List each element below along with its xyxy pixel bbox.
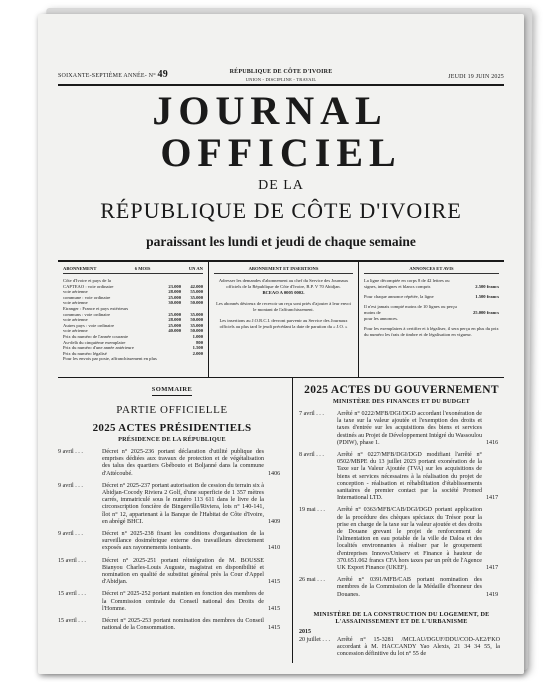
- row-value-1an: 42.000: [190, 283, 203, 289]
- header-rule: [58, 84, 504, 86]
- entry-text: Arrêté n° 0227/MFB/DGI/DGD modifiant l'arrêté n° 0502/MBPE du 13 juillet 2023 portant exonération de la Taxe sur la Valeur Ajoutée (TVA) sur les acquisitions de biens et services nécessaires à la réalisation du projet de conception - réalisation et réhabilitation d'établissements sanitaires de premier contact par la société Promed International LTD.: [337, 452, 482, 502]
- row-value-6mois: 28.000: [168, 289, 181, 295]
- entry-date: 8 avril . . .: [299, 452, 324, 459]
- row-value-6mois: 40.000: [168, 328, 181, 334]
- list-item: [58, 449, 286, 478]
- masthead-word2: OFFICIEL: [160, 130, 402, 175]
- presidential-entries: [58, 449, 286, 632]
- row-value-1an: 1.000: [192, 333, 203, 339]
- insertions-p1: [214, 278, 353, 296]
- masthead-word1: JOURNAL: [152, 88, 388, 133]
- left-column: [58, 378, 293, 663]
- entry-text: Décret n° 2025-253 portant nomination des membres du Conseil national de la Consommation.: [102, 618, 264, 632]
- list-item: [58, 531, 286, 553]
- presidential-acts-title: 2025 ACTES PRÉSIDENTIELS: [92, 422, 252, 434]
- masthead-de-la: DE LA: [258, 178, 304, 193]
- insertions-p3: Les insertions au J.O.R.C.I. devront parvenir au Service des Journaux officiels au plus tard le jeudi précédant la date de parution du « J.O. »: [219, 318, 348, 329]
- issue-info: [58, 69, 208, 82]
- row-label: voie aérienne: [63, 300, 88, 306]
- row-value-1an: 50.000: [190, 317, 203, 323]
- row-label: Etranger : France et pays extérieurs: [63, 305, 129, 311]
- entry-date: 15 avril . . .: [58, 618, 86, 625]
- entry-text: Décret n° 2025-236 portant déclaration d'utilité publique des emprises dédiées aux travaux de protection et de végétalisation des talus des quartiers Gbébouto et Boljanné dans la commune d'Attécoubé.: [102, 449, 264, 477]
- list-item: [58, 618, 286, 632]
- right-column: [293, 378, 504, 663]
- sommaire-rule: [152, 395, 192, 396]
- col-6mois: 6 MOIS: [134, 266, 151, 271]
- bceao-ref: BCEAO A 0005 0002.: [262, 290, 305, 295]
- row-label: voie aérienne: [63, 289, 88, 295]
- annonces-p3b: pour les annonces.: [364, 316, 399, 321]
- row-value-6mois: 28.000: [168, 317, 181, 323]
- entry-date: 7 avril . . .: [299, 411, 324, 417]
- entry-page: 1406: [268, 470, 281, 477]
- republic-name: RÉPUBLIQUE DE CÔTE D'IVOIRE: [229, 69, 333, 75]
- entry-page: 1409: [268, 518, 281, 525]
- list-item: [299, 411, 504, 447]
- sommaire-title: SOMMAIRE: [151, 386, 193, 393]
- row-value-1an: 50.000: [190, 328, 203, 334]
- row-value-1an: 800: [196, 339, 203, 345]
- table-row: [63, 356, 203, 362]
- issue-number: 49: [157, 69, 168, 80]
- ministry-finances-title: MINISTÈRE DES FINANCES ET DU BUDGET: [332, 398, 471, 405]
- entry-text: Arrêté n° 0222/MFB/DGI/DGD accordant l'exonération de la taxe sur la valeur ajoutée et l'exemption des droits et taxes d'entrée sur les acquisitions des biens et services destinés au Projet de Développement Intégré du Wassoulou (PDIW), phase 1.: [337, 411, 482, 446]
- row-label: communs : voie ordinaire: [63, 311, 111, 317]
- top-header: [58, 56, 504, 82]
- entry-page: 1410: [268, 545, 281, 552]
- government-entries: [299, 411, 504, 599]
- entry-page: 1419: [486, 591, 499, 598]
- entry-text: Décret n° 2025-251 portant réintégration de M. BOUSSE Bianyou Charles-Louis Auguste, magistrat en disponibilité et nomination en qualité de substitut général près la Cour d'Appel d'Abidjan.: [102, 557, 264, 586]
- row-value-1an: 2.000: [192, 350, 203, 356]
- row-value-1an: 55.000: [190, 289, 203, 295]
- insertions-header: [214, 266, 353, 274]
- annonces-title: ANNONCES ET AVIS: [409, 266, 454, 271]
- annonces-p2: Pour chaque annonce répétée, la ligne: [364, 294, 434, 299]
- annonces-min-line: [364, 304, 499, 316]
- list-item: [299, 452, 504, 502]
- row-label: Pour les envois par poste, affranchissement en plus: [63, 356, 157, 362]
- entry-date: 26 mai . . .: [299, 577, 325, 584]
- partie-officielle: PARTIE OFFICIELLE: [116, 404, 228, 416]
- journal-page: [38, 14, 524, 674]
- insertions-column: [208, 262, 358, 377]
- issue-date: JEUDI 19 JUIN 2025: [448, 74, 504, 80]
- entry-page: 1417: [486, 565, 499, 572]
- ministry-construction-title: MINISTÈRE DE LA CONSTRUCTION DU LOGEMENT, DE L'ASSAINISSEMENT ET DE L'URBANISME: [313, 610, 490, 625]
- republic-motto: UNION - DISCIPLINE - TRAVAIL: [245, 77, 317, 82]
- row-value-1an: [181, 356, 203, 362]
- entry-page: 1415: [268, 625, 281, 632]
- row-label: Prix du numéro d'une année antérieure: [63, 345, 134, 351]
- annonces-p3: Il n'est jamais compté moins de 10 lignes ou perçu moins de: [364, 304, 457, 315]
- presidence-title: PRÉSIDENCE DE LA RÉPUBLIQUE: [118, 436, 226, 443]
- row-label: Prix du numéro de l'année courante: [63, 333, 128, 339]
- row-label: Côte d'Ivoire et pays de la: [63, 278, 111, 283]
- col-1an: UN AN: [188, 266, 203, 271]
- entry-page: 1415: [268, 605, 281, 612]
- list-item: [58, 558, 286, 587]
- row-label: Prix du numéro légalisé: [63, 350, 107, 356]
- row-value-6mois: 23.000: [168, 283, 181, 289]
- entry-text: Décret n° 2025-238 fixant les conditions d'organisation de la surveillance dosimétrique externe des travailleurs directement exposés aux rayonnements ionisants.: [102, 531, 264, 552]
- row-value-1an: 1.500: [192, 345, 203, 351]
- row-value-1an: 35.000: [190, 322, 203, 328]
- row-value-6mois: 25.000: [168, 294, 181, 300]
- entry-date: 20 juillet . . .: [299, 636, 330, 643]
- row-value-1an: 50.000: [190, 300, 203, 306]
- row-label: Au-delà du cinquième exemplaire: [63, 339, 126, 345]
- annonces-rate-line: [364, 278, 499, 290]
- row-value-1an: 35.000: [190, 311, 203, 317]
- row-label: commune : voie ordinaire: [63, 294, 111, 300]
- entry-text: Décret n° 2025-237 portant autorisation de cession du terrain six à Abidjan-Cocody Riviera 2 Golf, d'une superficie de 1 357 mètres carrés, immatriculé sous le numéro 113 611 dans le livre de la circonscription foncière de Bingerville/Riviera, lots n° 140-141, îlot n° 12, appartenant à la Banque de l'Habitat de Côte d'Ivoire, en abrégé BHCI.: [102, 482, 264, 525]
- insertions-title: ABONNEMENT ET INSERTIONS: [248, 266, 319, 271]
- info-box: [58, 260, 504, 378]
- annonces-p1: La ligne décomptée en corps 8 de 42 lettres ou signes, interlignes et blancs compris: [364, 278, 450, 289]
- entry-text: Arrêté n° 15-3281 /MCLAU/DGUF/DDU/COD-AE2/FKO accordant à M. HACCANDY Yao Alexis, 21 34 34 55, la concession définitive du lot n° 55 de: [337, 636, 500, 658]
- annonces-p2-value: 1.500 francs: [475, 294, 499, 299]
- entry-text: Arrêté n° 0391/MFB/CAB portant nomination des membres de la Commission de la Médaille d'honneur des Douanes.: [337, 577, 482, 598]
- annonces-p4: Pour les exemplaires à certifier et à légaliser, il sera perçu en plus du prix du numéro les frais de timbre et de légalisation en vigueur.: [364, 326, 499, 337]
- government-acts-title: 2025 ACTES DU GOUVERNEMENT: [304, 384, 499, 396]
- insertions-p2: Les abonnés désireux de recevoir un reçu sont priés d'ajouter à leur envoi le montant de l'affranchissement.: [216, 301, 351, 312]
- year-2015: 2015: [299, 628, 311, 635]
- row-value-6mois: [159, 356, 181, 362]
- publication-frequency: paraissant les lundi et jeudi de chaque semaine: [146, 234, 416, 249]
- entry-page: 1415: [268, 579, 281, 586]
- entry-text: Arrêté n° 0363/MFB/CAB/DGI/DGD portant application de la procédure des chèques spéciaux du Trésor pour la prise en charge de la taxe sur la valeur ajoutée et des droits de Douane grevant le projet de renforcement de l'alimentation en eau potable de la ville de Daloa et des localités environnantes à réaliser par le groupement d'entreprises Innovo/Uniserv et Finance à hauteur de 370.651.062 francs CFA hors taxes par un prêt de l'Agence UK Export Finance (UKEF).: [337, 507, 482, 572]
- entry-date: 9 avril . . .: [58, 449, 83, 455]
- annonces-p3-value: 25.000 francs: [472, 310, 499, 315]
- row-label: Autres pays : voie ordinaire: [63, 322, 115, 328]
- abonnement-column: [58, 262, 208, 377]
- abonnement-rows: [63, 278, 203, 362]
- masthead-republique: RÉPUBLIQUE DE CÔTE D'IVOIRE: [100, 198, 462, 223]
- list-item: [299, 507, 504, 572]
- year-label: SOIXANTE-SEPTIÈME ANNÉE- N°: [58, 73, 156, 79]
- list-item: [299, 637, 504, 659]
- row-label: CAPTEAO : voie ordinaire: [63, 283, 114, 289]
- row-value-1an: 35.000: [190, 294, 203, 300]
- annonces-header: [364, 266, 499, 274]
- row-value-6mois: 25.000: [168, 322, 181, 328]
- list-item: [299, 577, 504, 599]
- entry-page: 1416: [486, 439, 499, 446]
- abonnement-title: ABONNEMENT: [63, 266, 97, 271]
- annonces-p1-value: 2.500 francs: [475, 284, 499, 289]
- row-label: voie aérienne: [63, 317, 88, 323]
- entry-date: 19 mai . . .: [299, 507, 325, 514]
- annonces-min-line-2: [364, 316, 499, 322]
- row-value-6mois: 25.000: [168, 311, 181, 317]
- list-item: [58, 483, 286, 526]
- list-item: [58, 591, 286, 613]
- insertions-p1-text: Adresser les demandes d'abonnement au chef du Service des Journaux officiels de la République de Côte d'Ivoire, B.P. V 70 Abidjan.: [218, 278, 349, 289]
- entry-date: 9 avril . . .: [58, 482, 83, 489]
- annonces-column: [358, 262, 504, 377]
- entry-date: 9 avril . . .: [58, 531, 83, 538]
- sommaire-columns: [58, 378, 504, 663]
- annonces-repeat-line: [364, 294, 499, 300]
- entry-date: 15 avril . . .: [58, 591, 86, 598]
- entry-text: Décret n° 2025-252 portant maintien en fonction des membres de la Commission centrale du Conseil national des Droits de l'Homme.: [102, 591, 264, 612]
- abonnement-header: [63, 266, 203, 274]
- entry-date: 15 avril . . .: [58, 557, 86, 564]
- row-value-6mois: 30.000: [168, 300, 181, 306]
- entry-page: 1417: [486, 495, 499, 502]
- masthead-title: [58, 90, 504, 174]
- republic-header: [230, 69, 333, 82]
- row-label: voie aérienne: [63, 328, 88, 334]
